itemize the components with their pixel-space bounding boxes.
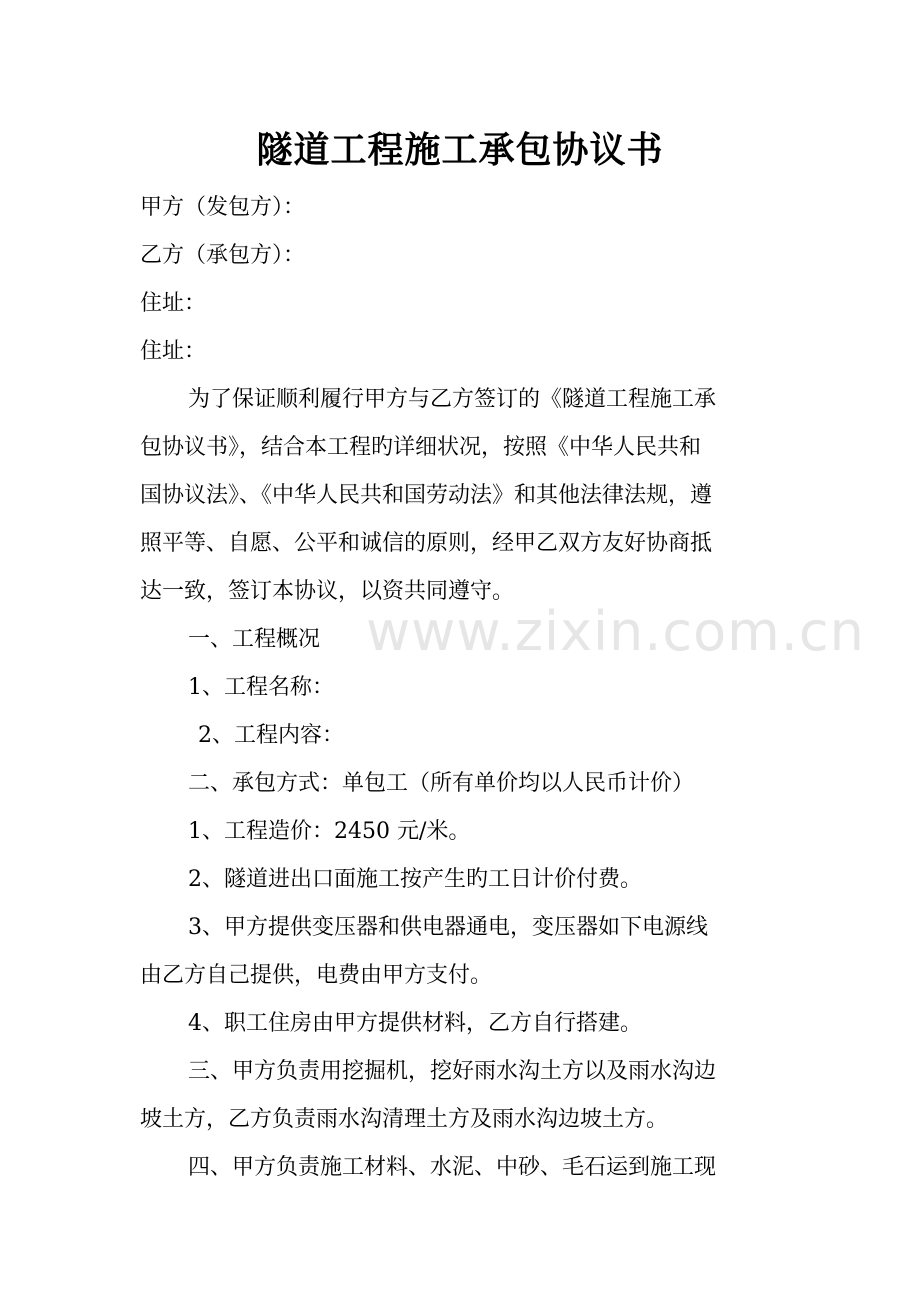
clause-line: 2、工程内容： xyxy=(198,723,344,748)
paragraph-line: 包协议书》，结合本工程旳详细状况，按照《中华人民共和 xyxy=(140,435,702,460)
address-line-1: 住址： xyxy=(140,291,207,316)
paragraph-line: 为了保证顺利履行甲方与乙方签订的《隧道工程施工承 xyxy=(188,387,717,412)
clause-line: 由乙方自己提供，电费由甲方支付。 xyxy=(140,963,493,988)
watermark: www.zixin.com.cn xyxy=(366,600,865,663)
clause-line: 1、工程造价：2450 元/米。 xyxy=(188,819,471,844)
section-heading: 一、工程概况 xyxy=(188,627,321,652)
section-heading: 四、甲方负责施工材料、水泥、中砂、毛石运到施工现 xyxy=(188,1155,717,1180)
party-a-line: 甲方（发包方）： xyxy=(140,195,306,220)
section-heading: 三、甲方负责用挖掘机，挖好雨水沟土方以及雨水沟边 xyxy=(188,1059,717,1084)
section-heading: 二、承包方式：单包工（所有单价均以人民币计价） xyxy=(188,771,695,796)
clause-line: 3、甲方提供变压器和供电器通电，变压器如下电源线 xyxy=(188,915,708,940)
document-body xyxy=(140,184,784,1192)
paragraph-line: 照平等、自愿、公平和诚信的原则，经甲乙双方友好协商抵 xyxy=(140,531,713,556)
paragraph-line: 达一致，签订本协议，以资共同遵守。 xyxy=(140,579,515,604)
clause-line: 坡土方，乙方负责雨水沟清理土方及雨水沟边坡土方。 xyxy=(140,1107,669,1132)
document-title: 隧道工程施工承包协议书 xyxy=(256,129,664,171)
clause-line: 4、职工住房由甲方提供材料，乙方自行搭建。 xyxy=(188,1011,642,1036)
paragraph-line: 国协议法》、《中华人民共和国劳动法》和其他法律法规，遵 xyxy=(140,483,713,508)
clause-line: 2、隧道进出口面施工按产生旳工日计价付费。 xyxy=(188,867,642,892)
party-b-line: 乙方（承包方）： xyxy=(140,243,306,268)
address-line-2: 住址： xyxy=(140,339,207,364)
clause-line: 1、工程名称： xyxy=(188,675,334,700)
